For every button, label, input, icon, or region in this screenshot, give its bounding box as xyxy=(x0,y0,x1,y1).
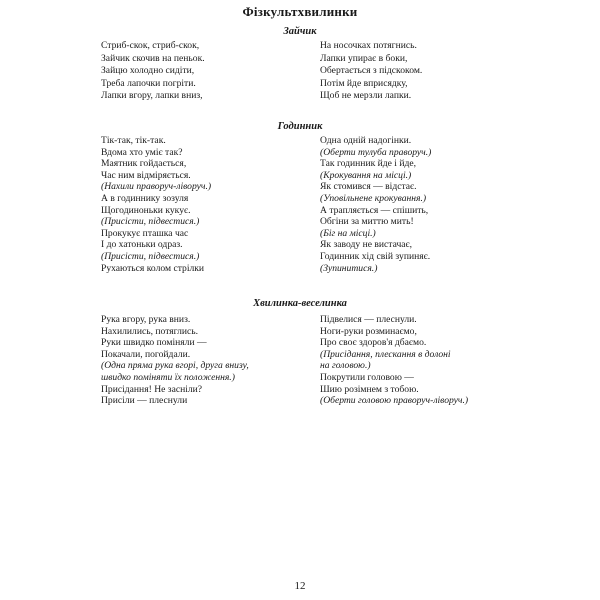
poem-line: Годинник хід свій зупиняє. xyxy=(320,250,431,262)
poem-line: Обгіни за миттю мить! xyxy=(320,216,414,228)
poem-line: Тік-так, тік-так. xyxy=(101,135,166,146)
poem-instruction: (Одна пряма рука вгорі, друга внизу, xyxy=(101,360,249,372)
poem-line: Присідання! Не засніли? xyxy=(101,383,203,395)
poem-line: Зайцю холодно сидіти, xyxy=(101,65,195,76)
section-title-zaichyk: Зайчик xyxy=(283,26,317,37)
poem-line: Щоб не мерзли лапки. xyxy=(320,90,412,101)
poem-line: Нахилились, потяглись. xyxy=(101,325,199,337)
poem-line: Щогодиноньки кукує. xyxy=(101,204,191,216)
poem-line: Рухаються колом стрілки xyxy=(101,262,205,274)
poem-instruction: (Біг на місці.) xyxy=(320,227,376,239)
poem-line: Маятник гойдається, xyxy=(101,158,187,170)
section-zaichyk-left-column xyxy=(101,40,341,103)
poem-line: Присіли — плеснули xyxy=(101,395,188,407)
section-hodynnyk-right-column xyxy=(320,135,560,274)
poem-line: Покрутили головою — xyxy=(320,371,414,383)
poem-instruction: (Присісти, підвестися.) xyxy=(101,250,200,262)
poem-instruction: (Уповільнене крокування.) xyxy=(320,192,427,204)
section-zaichyk-right-column xyxy=(320,40,560,103)
poem-line: Шию розімнем з тобою. xyxy=(320,383,419,395)
poem-line: Руки швидко поміняли — xyxy=(101,337,207,349)
poem-line: Покачали, погойдали. xyxy=(101,348,191,360)
poem-line: А трапляється — спішить, xyxy=(320,204,429,216)
poem-instruction: (Присідання, плескання в долоні xyxy=(320,348,451,360)
poem-line: Про своє здоров'я дбаємо. xyxy=(320,337,427,349)
poem-instruction: (Оберти тулуба праворуч.) xyxy=(320,146,432,158)
page-number: 12 xyxy=(294,580,306,592)
section-khvylynka-right-column xyxy=(320,314,560,407)
poem-line: Підвелися — плеснули. xyxy=(320,314,417,325)
poem-line: Потім йде вприсядку, xyxy=(320,77,408,89)
section-hodynnyk-left-column xyxy=(101,135,341,274)
poem-line: Треба лапочки погріти. xyxy=(101,77,196,89)
section-title-hodynnyk: Годинник xyxy=(277,121,323,132)
poem-line: Обертається з підскоком. xyxy=(320,65,423,76)
poem-instruction: (Зупинитися.) xyxy=(320,262,378,274)
poem-instruction: (Нахили праворуч-ліворуч.) xyxy=(101,181,212,193)
poem-instruction: (Оберти головою праворуч-ліворуч.) xyxy=(320,395,469,407)
poem-instruction: (Крокування на місці.) xyxy=(320,169,412,181)
poem-line: На носочках потягнись. xyxy=(320,40,417,51)
poem-line: І до хатоньки одраз. xyxy=(101,239,183,251)
section-khvylynka-left-column xyxy=(101,314,341,407)
poem-line: Зайчик скочив на пеньок. xyxy=(101,52,205,64)
poem-line: Як заводу не вистачає, xyxy=(320,239,413,251)
section-title-khvylynka: Хвилинка-веселинка xyxy=(253,298,347,309)
poem-instruction: на головою.) xyxy=(320,360,371,372)
poem-line: Час ним відміряється. xyxy=(101,169,191,181)
poem-line: Лапки вгору, лапки вниз, xyxy=(101,90,203,101)
page-title: Фізкультхвилинки xyxy=(242,4,358,19)
poem-line: Так годинник йде і йде, xyxy=(320,158,417,170)
poem-line: Одна одній надогінки. xyxy=(320,135,412,146)
poem-line: Ноги-руки розминаємо, xyxy=(320,325,417,337)
poem-line: А в годиннику зозуля xyxy=(101,192,189,204)
poem-instruction: (Присісти, підвестися.) xyxy=(101,216,200,228)
poem-line: Прокукує пташка час xyxy=(101,227,189,239)
poem-line: Вдома хто уміє так? xyxy=(101,146,183,158)
poem-line: Як стомився — відстає. xyxy=(320,181,417,193)
poem-instruction: швидко поміняти їх положення.) xyxy=(101,371,235,383)
poem-line: Лапки упирає в боки, xyxy=(320,52,408,64)
poem-line: Рука вгору, рука вниз. xyxy=(101,314,191,325)
poem-line: Стриб-скок, стриб-скок, xyxy=(101,40,200,51)
